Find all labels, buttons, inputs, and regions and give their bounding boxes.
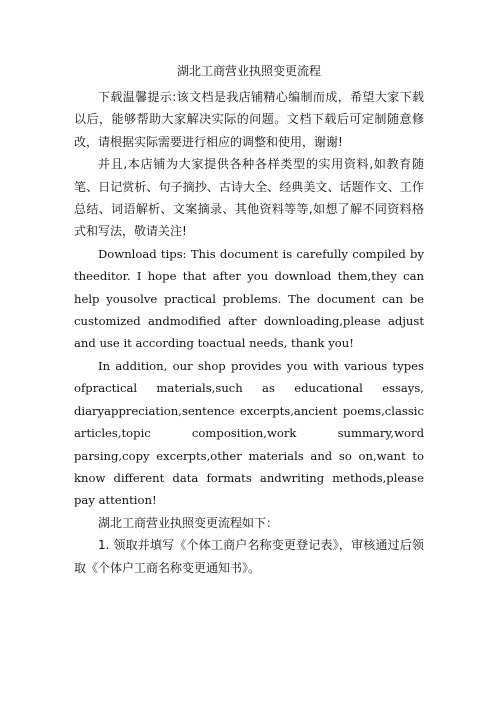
shop-intro-paragraph-cn: 并且,本店铺为大家提供各种各样类型的实用资料,如教育随笔、日记赏析、句子摘抄、古诗大全、经典美文、话题作文、工作总结、词语解析、文案摘录、其他资料等等,如想了解不同资料格式和写法，敬请关注! [74,157,424,239]
process-step-1: 1. 领取并填写《个体工商户名称变更登记表》，审核通过后领取《个体户工商名称变更通知书》。 [74,538,424,575]
notice-paragraph-en: Download tips: This document is carefully compiled by theeditor. I hope that after you download them,they can help yousolve practical problems. The document can be customized andmodified after downloading,please adjust and use it according toactual needs, thank you! [74,246,424,351]
shop-intro-paragraph-en: In addition, our shop provides you with various types ofpractical materials,such as educational essays, diaryappreciation,sentence excerpts,ancient poems,classic articles,topic composition,work summary,word parsing,copy excerpts,other materials and so on,want to know different data formats andwriting methods,please pay attention! [74,358,424,508]
document-title: 湖北工商营业执照变更流程 [176,64,321,78]
document-page [74,62,424,579]
notice-paragraph-cn: 下载温馨提示:该文档是我店铺精心编制而成，希望大家下载以后，能够帮助大家解决实际的问题。文档下载后可定制随意修改，请根据实际需要进行相应的调整和使用，谢谢! [74,90,424,149]
process-intro-paragraph: 湖北工商营业执照变更流程如下： [98,515,279,530]
